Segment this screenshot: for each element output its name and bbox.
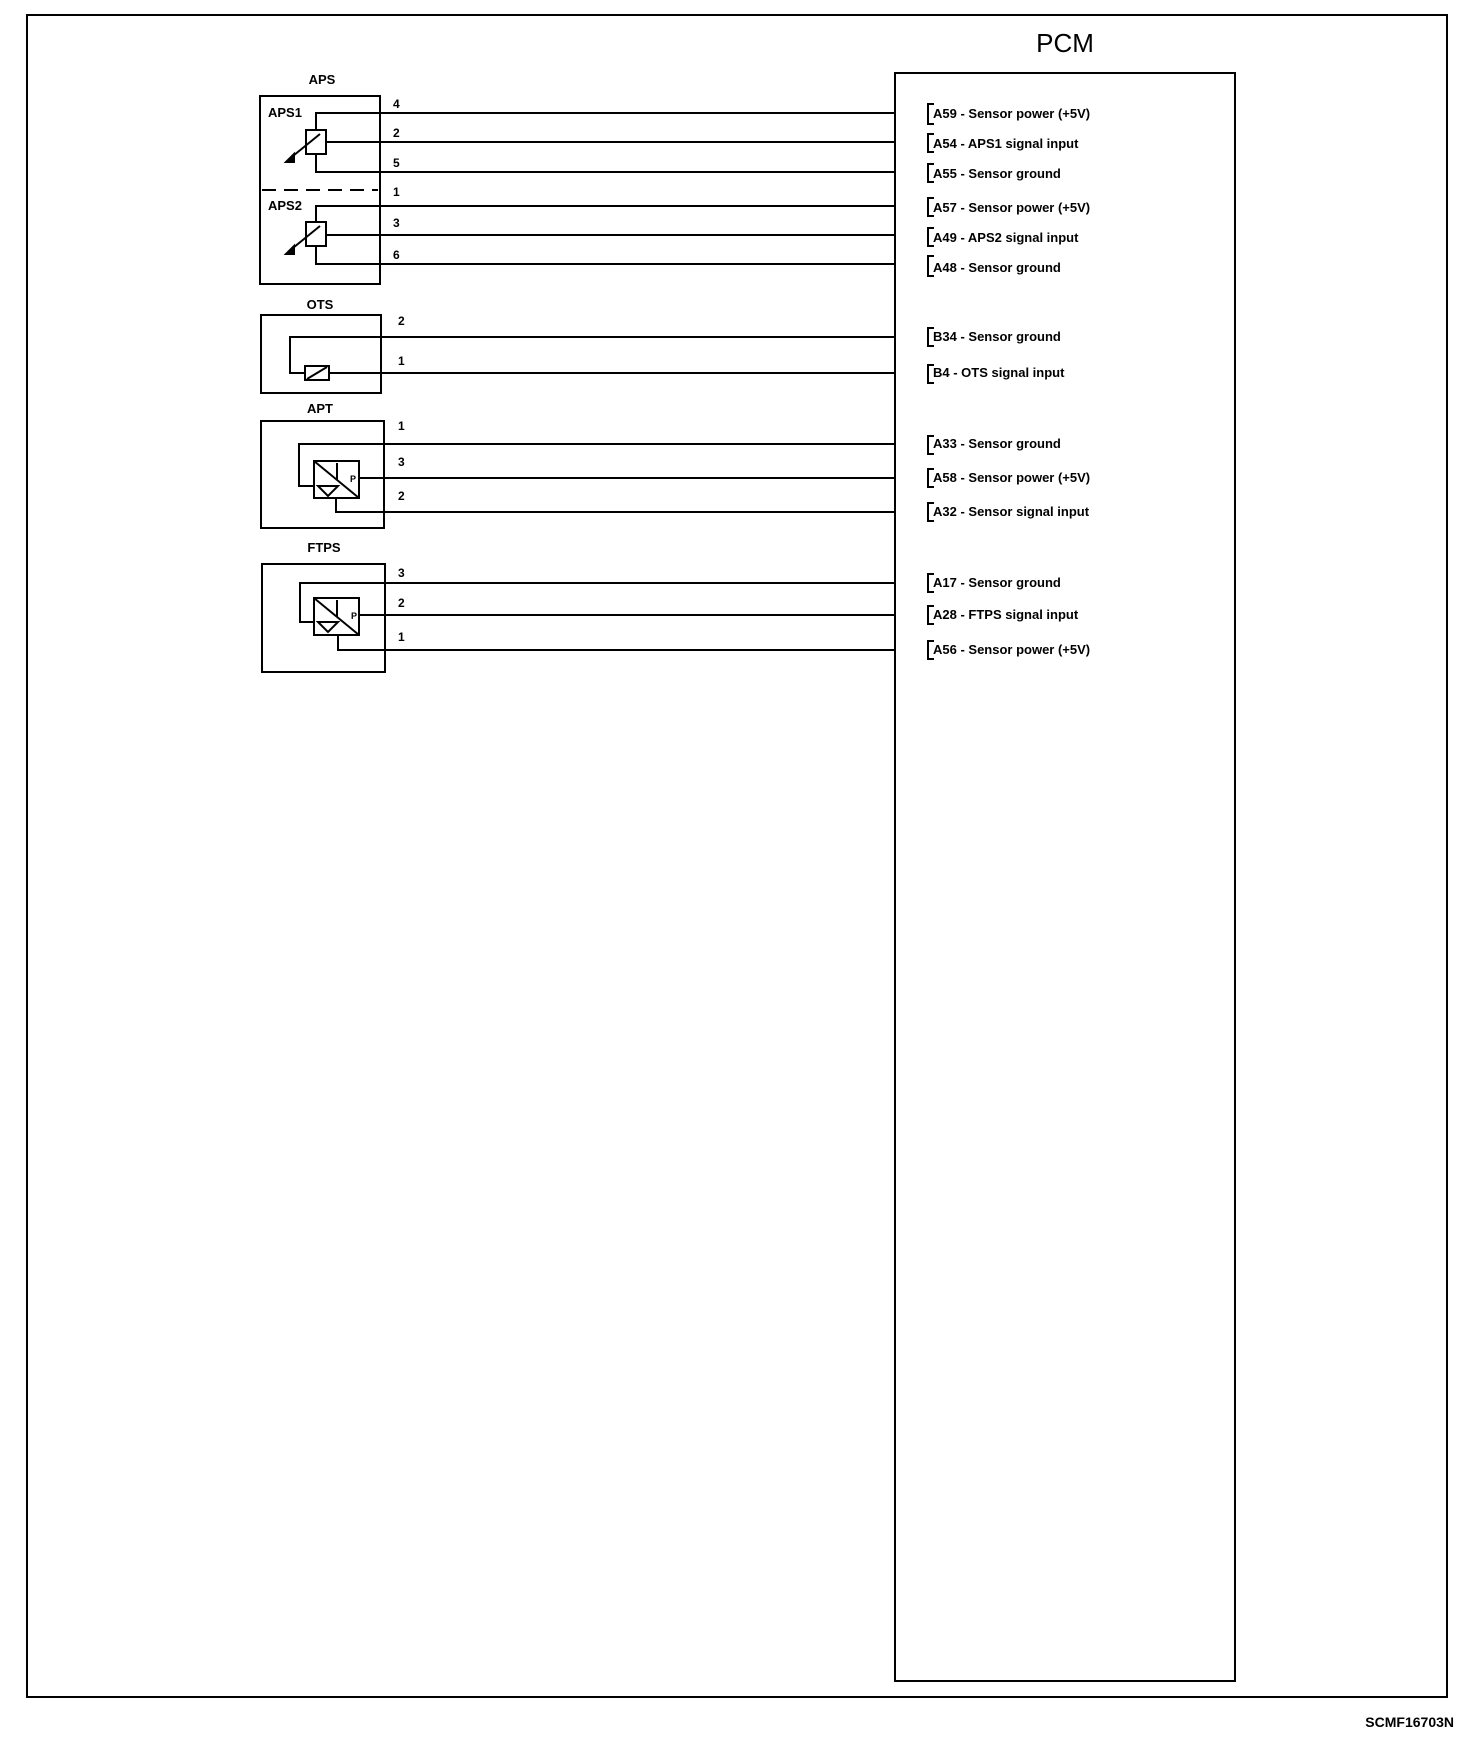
pcm-terminal: A48 - Sensor ground [933,260,1061,275]
apt-pin: 3 [398,455,405,469]
pcm-terminal: A49 - APS2 signal input [933,230,1079,245]
pcm-terminal-labels [933,106,1090,657]
pcm-title: PCM [1036,28,1094,58]
apt-sensor [299,444,895,512]
aps1-label: APS1 [268,105,302,120]
aps-label: APS [308,72,336,87]
pcm-terminal: B34 - Sensor ground [933,329,1061,344]
ftps-sensor [300,583,895,650]
aps-pin: 6 [393,248,400,262]
aps2-potentiometer [286,206,895,264]
pcm-terminal: A56 - Sensor power (+5V) [933,642,1091,657]
ots-pin: 1 [398,354,405,368]
apt-p-mark: P [350,474,357,484]
figure-code: SCMF16703N [1365,1714,1454,1730]
pcm-box [895,73,1235,1681]
pcm-terminal: B4 - OTS signal input [933,365,1065,380]
pcm-terminal: A55 - Sensor ground [933,166,1061,181]
aps-pin: 5 [393,156,400,170]
ftps-p-mark: P [351,611,358,621]
aps-pin: 3 [393,216,400,230]
ots-box [261,315,381,393]
aps1-potentiometer [286,113,895,172]
pcm-terminal: A54 - APS1 signal input [933,136,1079,151]
ftps-box [262,564,385,672]
apt-pin: 2 [398,489,405,503]
pcm-terminal: A17 - Sensor ground [933,575,1061,590]
pcm-terminal: A57 - Sensor power (+5V) [933,200,1091,215]
ftps-pin: 2 [398,596,405,610]
ftps-pin: 1 [398,630,405,644]
aps-pin: 2 [393,126,400,140]
pcm-terminal: A32 - Sensor signal input [933,504,1090,519]
ftps-label: FTPS [307,540,341,555]
pcm-terminal: A59 - Sensor power (+5V) [933,106,1091,121]
ots-label: OTS [306,297,334,312]
pcm-terminal: A33 - Sensor ground [933,436,1061,451]
aps-pin: 1 [393,185,400,199]
apt-pin: 1 [398,419,405,433]
aps2-label: APS2 [268,198,302,213]
ots-pin: 2 [398,314,405,328]
ftps-pin: 3 [398,566,405,580]
aps-pin: 4 [393,97,400,111]
pcm-terminal: A58 - Sensor power (+5V) [933,470,1091,485]
pcm-terminal: A28 - FTPS signal input [933,607,1079,622]
aps-pin-labels [393,97,400,262]
apt-label: APT [307,401,333,416]
